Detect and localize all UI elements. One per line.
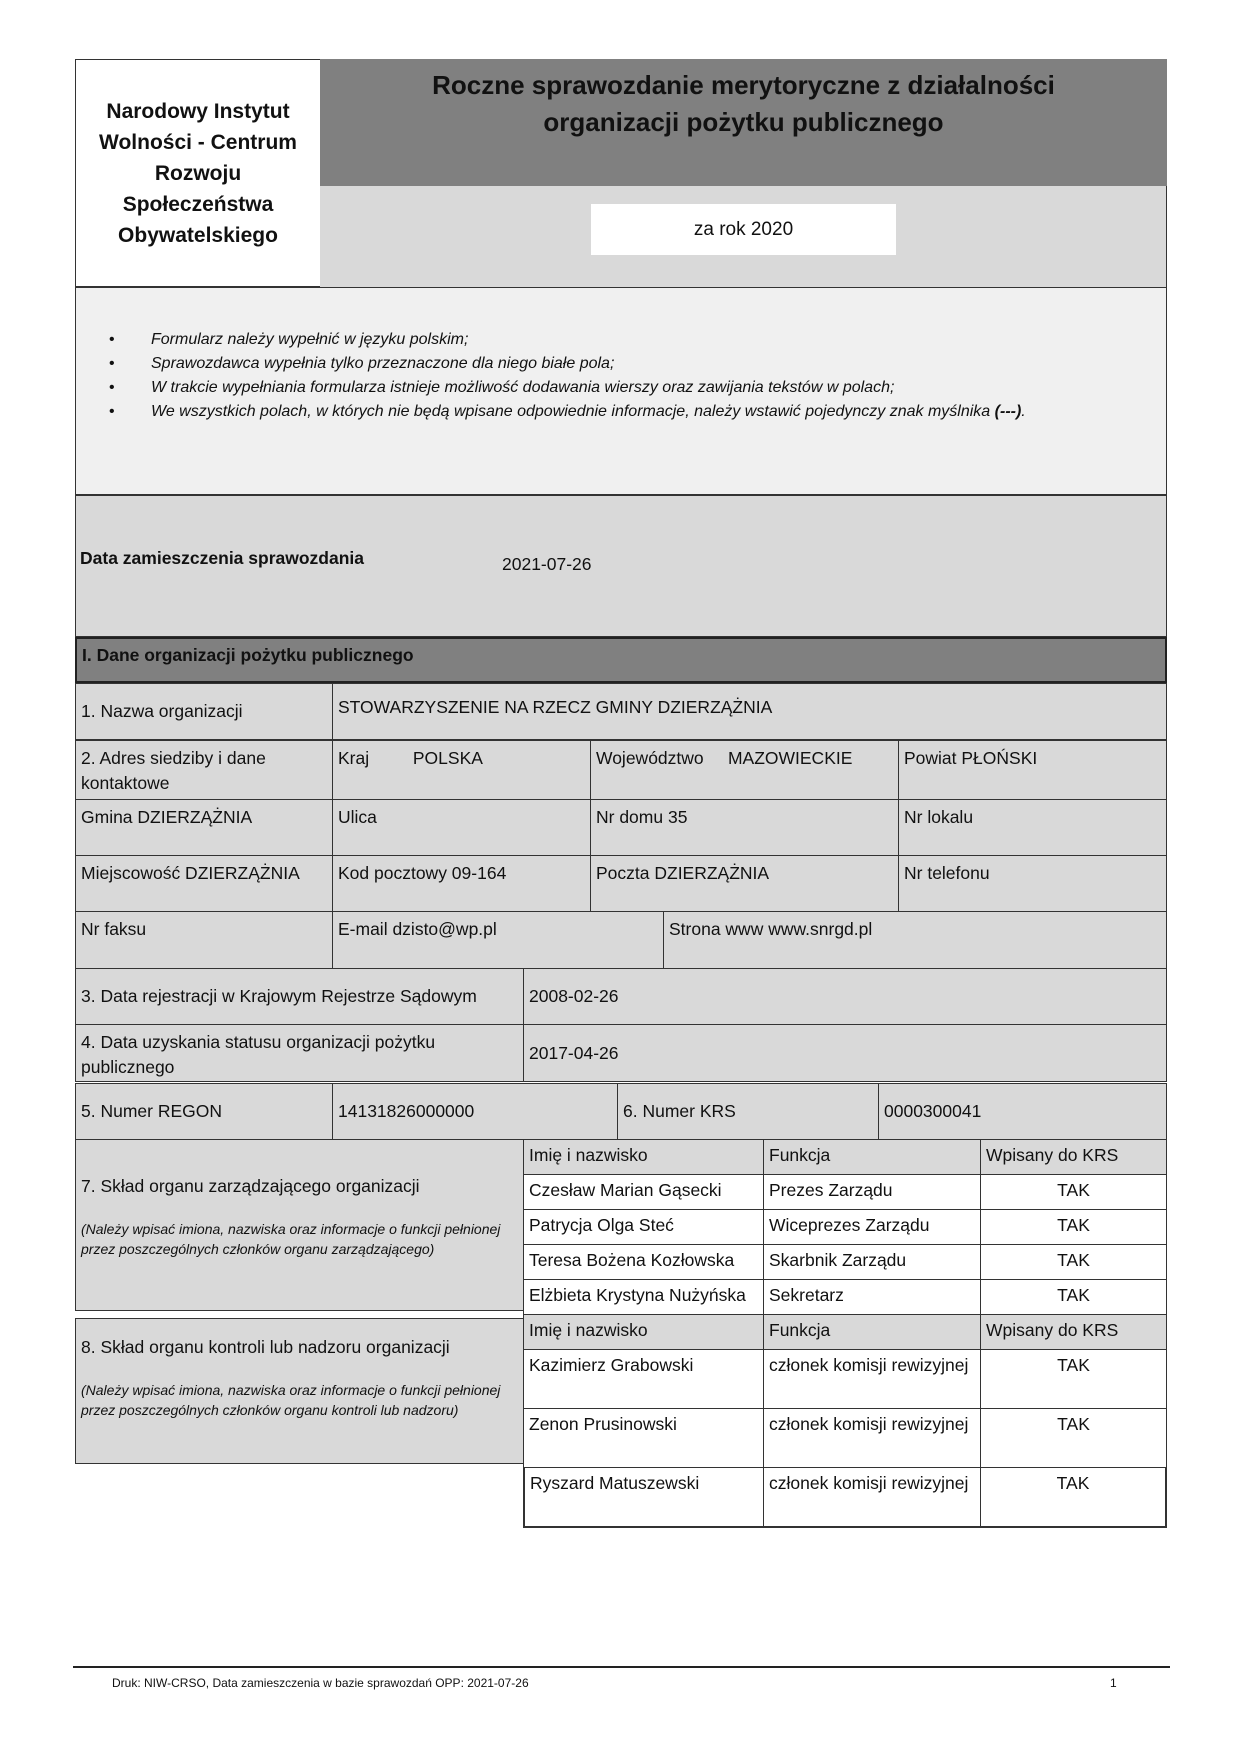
phone-field[interactable]: Nr telefonu — [898, 855, 1167, 912]
column-header-function: Funkcja — [763, 1314, 981, 1350]
instruction-end: . — [1021, 403, 1026, 420]
supervision-note: (Należy wpisać imiona, nazwiska oraz informacje o funkcji pełnionej przez poszczególnych członków organu kontroli lub nadzoru) — [81, 1382, 501, 1418]
county-field[interactable]: Powiat PŁOŃSKI — [898, 740, 1167, 800]
country-field[interactable]: Kraj POLSKA — [332, 740, 591, 800]
member-krs[interactable]: TAK — [980, 1467, 1167, 1528]
org-name-field[interactable]: STOWARZYSZENIE NA RZECZ GMINY DZIERZĄŻNIA — [332, 683, 1167, 740]
supervision-label: 8. Skład organu kontroli lub nadzoru organizacji — [81, 1337, 450, 1357]
page-number: 1 — [1110, 1676, 1117, 1690]
member-function[interactable]: członek komisji rewizyjnej — [763, 1408, 981, 1468]
street-field[interactable]: Ulica — [332, 799, 591, 856]
instruction-item: • Formularz należy wypełnić w języku polskim; — [76, 328, 1166, 352]
krs-number-value[interactable]: 0000300041 — [878, 1083, 1167, 1140]
regon-label: 5. Numer REGON — [75, 1083, 333, 1140]
locality-field[interactable]: Miejscowość DZIERZĄŻNIA — [75, 855, 333, 912]
column-header-name: Imię i nazwisko — [523, 1314, 764, 1350]
member-krs[interactable]: TAK — [980, 1209, 1167, 1245]
member-function[interactable]: Sekretarz — [763, 1279, 981, 1315]
instructions-panel — [75, 287, 1167, 495]
member-function[interactable]: członek komisji rewizyjnej — [763, 1349, 981, 1409]
column-header-krs: Wpisany do KRS — [980, 1314, 1167, 1350]
instruction-item — [76, 400, 1166, 424]
member-function[interactable]: Prezes Zarządu — [763, 1174, 981, 1210]
footer-print-info: Druk: NIW-CRSO, Data zamieszczenia w bazie sprawozdań OPP: 2021-07-26 — [112, 1676, 529, 1690]
member-krs[interactable]: TAK — [980, 1408, 1167, 1468]
org-name-label: 1. Nazwa organizacji — [75, 683, 333, 740]
address-label: 2. Adres siedziby i dane kontaktowe — [75, 740, 333, 800]
email-field[interactable]: E-mail dzisto@wp.pl — [332, 911, 664, 969]
member-krs[interactable]: TAK — [980, 1174, 1167, 1210]
voivodeship-field[interactable]: Województwo MAZOWIECKIE — [590, 740, 899, 800]
member-krs[interactable]: TAK — [980, 1279, 1167, 1315]
apartment-number-field[interactable]: Nr lokalu — [898, 799, 1167, 856]
report-title — [320, 67, 1167, 141]
section-header: I. Dane organizacji pożytku publicznego — [75, 637, 1167, 683]
fax-field[interactable]: Nr faksu — [75, 911, 333, 969]
supervision-label-cell — [75, 1318, 524, 1464]
member-function[interactable]: Wiceprezes Zarządu — [763, 1209, 981, 1245]
member-name[interactable]: Ryszard Matuszewski — [523, 1467, 764, 1528]
opp-status-date-value[interactable]: 2017-04-26 — [523, 1024, 1167, 1082]
title-block — [320, 59, 1167, 186]
report-title-line2: organizacji pożytku publicznego — [543, 107, 944, 137]
member-name[interactable]: Patrycja Olga Steć — [523, 1209, 764, 1245]
instruction-item: • W trakcie wypełniania formularza istnieje możliwość dodawania wierszy oraz zawijania tekstów w polach; — [76, 376, 1166, 400]
member-function[interactable]: członek komisji rewizyjnej — [763, 1467, 981, 1528]
member-name[interactable]: Kazimierz Grabowski — [523, 1349, 764, 1409]
member-krs[interactable]: TAK — [980, 1349, 1167, 1409]
instruction-item: • Sprawozdawca wypełnia tylko przeznaczone dla niego białe pola; — [76, 352, 1166, 376]
footer-divider — [73, 1666, 1170, 1668]
dash-marker: (---) — [994, 403, 1022, 420]
post-office-field[interactable]: Poczta DZIERZĄŻNIA — [590, 855, 899, 912]
member-name[interactable]: Teresa Bożena Kozłowska — [523, 1244, 764, 1280]
management-label: 7. Skład organu zarządzającego organizacji — [81, 1176, 420, 1196]
krs-registration-date-label: 3. Data rejestracji w Krajowym Rejestrze Sądowym — [75, 968, 524, 1025]
report-title-line1: Roczne sprawozdanie merytoryczne z działalności — [432, 70, 1055, 100]
regon-value[interactable]: 14131826000000 — [332, 1083, 618, 1140]
report-year-field[interactable]: za rok 2020 — [591, 204, 896, 255]
management-note: (Należy wpisać imiona, nazwiska oraz informacje o funkcji pełnionej przez poszczególnych członków organu zarządzającego) — [81, 1221, 501, 1257]
member-name[interactable]: Zenon Prusinowski — [523, 1408, 764, 1468]
house-number-field[interactable]: Nr domu 35 — [590, 799, 899, 856]
postal-code-field[interactable]: Kod pocztowy 09-164 — [332, 855, 591, 912]
member-name[interactable]: Elżbieta Krystyna Nużyńska — [523, 1279, 764, 1315]
website-field[interactable]: Strona www www.snrgd.pl — [663, 911, 1167, 969]
member-name[interactable]: Czesław Marian Gąsecki — [523, 1174, 764, 1210]
commune-field[interactable]: Gmina DZIERZĄŻNIA — [75, 799, 333, 856]
report-date-value: 2021-07-26 — [502, 554, 592, 574]
krs-registration-date-value[interactable]: 2008-02-26 — [523, 968, 1167, 1025]
institution-name: Narodowy Instytut Wolności - Centrum Rozwoju Społeczeństwa Obywatelskiego — [75, 59, 321, 287]
member-krs[interactable]: TAK — [980, 1244, 1167, 1280]
management-label-cell — [75, 1139, 524, 1311]
member-function[interactable]: Skarbnik Zarządu — [763, 1244, 981, 1280]
instruction-text: We wszystkich polach, w których nie będą wpisane odpowiednie informacje, należy wstawić pojedynczy znak myślnika — [151, 403, 995, 420]
column-header-krs: Wpisany do KRS — [980, 1139, 1167, 1175]
report-date-label: Data zamieszczenia sprawozdania — [80, 548, 364, 568]
column-header-name: Imię i nazwisko — [523, 1139, 764, 1175]
column-header-function: Funkcja — [763, 1139, 981, 1175]
opp-status-date-label: 4. Data uzyskania statusu organizacji pożytku publicznego — [75, 1024, 524, 1082]
krs-number-label: 6. Numer KRS — [617, 1083, 879, 1140]
